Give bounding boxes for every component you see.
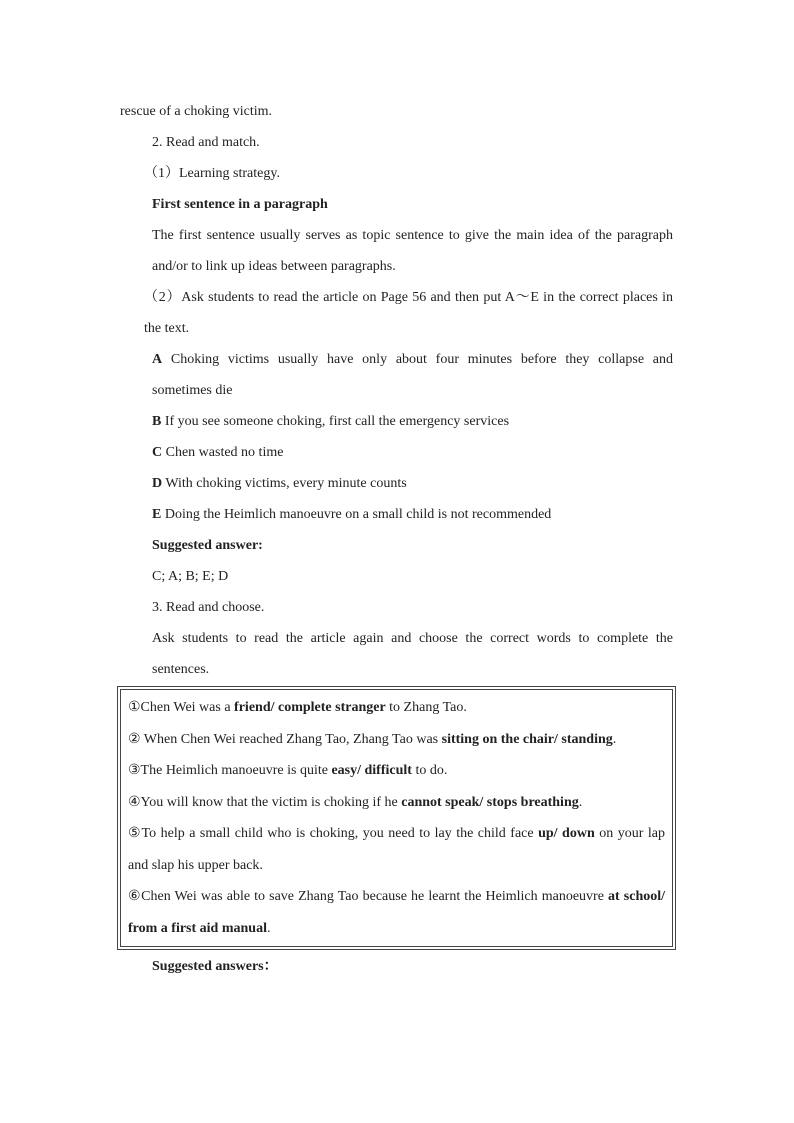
- option-e: E Doing the Heimlich manoeuvre on a small child is not recommended: [152, 507, 552, 522]
- question-item: ⑤To help a small child who is choking, you need to lay the child face up/ down on your lap and slap his upper back.: [128, 826, 666, 873]
- question-item: ③The Heimlich manoeuvre is quite easy/ difficult to do.: [128, 763, 448, 778]
- question-item: ④You will know that the victim is choking if he cannot speak/ stops breathing.: [128, 794, 583, 810]
- strategy-text: The first sentence usually serves as topic sentence to give the main idea of the paragraph and/or to link up ideas between paragraphs.: [152, 228, 673, 274]
- continued-text: rescue of a choking victim.: [120, 104, 273, 119]
- answer-label: Suggested answer:: [152, 538, 263, 553]
- options-list: [120, 344, 673, 530]
- document-page: [120, 96, 673, 982]
- option-c: C Chen wasted no time: [152, 445, 284, 460]
- task-instruction: （2）Ask students to read the article on Page 56 and then put A～E in the correct places in the text.: [144, 290, 673, 336]
- question-item: ② When Chen Wei reached Zhang Tao, Zhang Tao was sitting on the chair/ standing.: [128, 731, 617, 747]
- option-a: A Choking victims usually have only about four minutes before they collapse and sometimes die: [152, 352, 674, 398]
- question-item: ⑥Chen Wei was able to save Zhang Tao because he learnt the Heimlich manoeuvre at school/ from a first aid manual.: [128, 889, 666, 936]
- answers-label: Suggested answers：: [152, 959, 278, 974]
- task-instruction-3: Ask students to read the article again and choose the correct words to complete the sentences.: [152, 631, 673, 677]
- section-2-heading: 2. Read and match.: [152, 135, 260, 150]
- answer-text: C; A; B; E; D: [152, 569, 229, 584]
- strategy-title: First sentence in a paragraph: [152, 197, 328, 212]
- question-item: ①Chen Wei was a friend/ complete stranger to Zhang Tao.: [128, 700, 467, 715]
- option-d: D With choking victims, every minute counts: [152, 476, 407, 491]
- questions-box: [120, 689, 673, 947]
- option-b: B If you see someone choking, first call the emergency services: [152, 414, 510, 429]
- strategy-label: （1）Learning strategy.: [144, 166, 280, 181]
- section-3-heading: 3. Read and choose.: [152, 600, 265, 615]
